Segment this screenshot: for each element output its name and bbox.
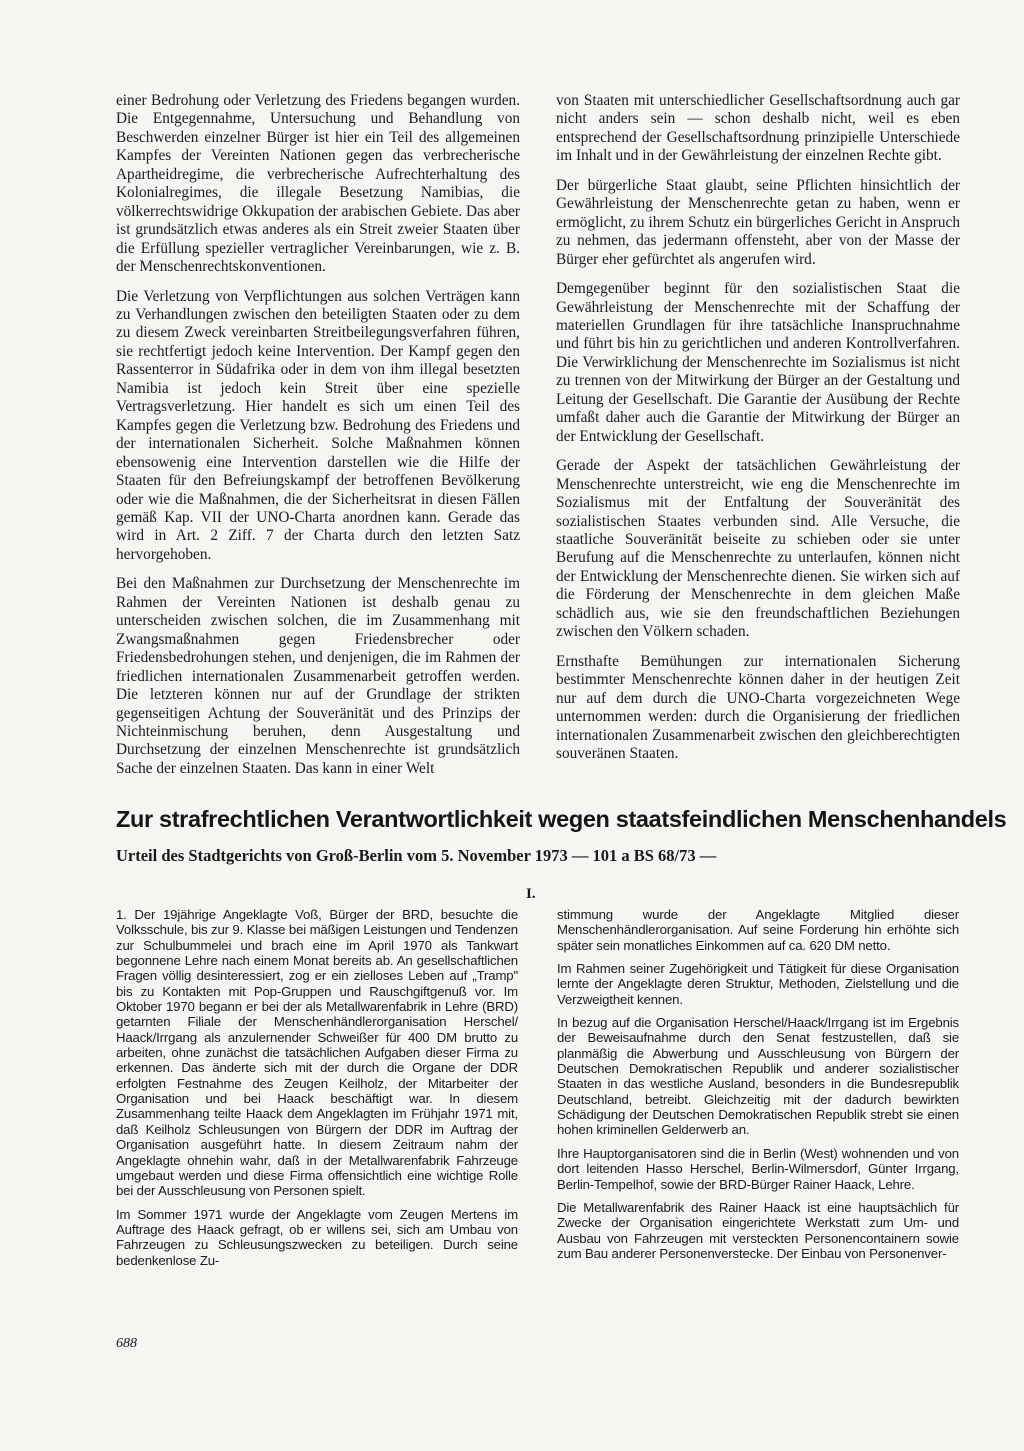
paragraph: Die Metallwarenfabrik des Rainer Haack ist eine hauptsächlich für Zwecke der Organisation eingerichtete Werkstatt zum Um- und Ausbau von Fahrzeugen mit versteckten Personencontainern sowie zum Bau anderer Personenverstecke. Der Einbau von Personenver- (557, 1199, 959, 1261)
section-number: I. (526, 886, 536, 902)
paragraph: stimmung wurde der Angeklagte Mitglied dieser Menschenhändlerorganisation. Auf seine Forderung hin erhöhte sich später sein monatliches Einkommen auf ca. 620 DM netto. (557, 907, 959, 953)
paragraph: einer Bedrohung oder Verletzung des Friedens begangen wurden. Die Entgegennahme, Untersuchung und Behandlung von Beschwerden einzelner Bürger ist hier ein Teil des allgemeinen Kampfes der Vereinten Nationen gegen das verbrecherische Apartheidregime, die verbrecherische Aufrechterhaltung des Kolonialregimes, die illegale Besetzung Namibias, die völkerrechtswidrige Okkupation der arabischen Gebiete. Das aber ist grundsätzlich etwas anderes als ein Streit zweier Staaten über die Erfüllung spezieller vertraglicher Vereinbarungen, wie z. B. der Menschenrechtskonventionen. (116, 92, 520, 276)
page-number: 688 (116, 1336, 137, 1351)
paragraph: Der bürgerliche Staat glaubt, seine Pflichten hinsichtlich der Gewährleistung der Menschenrechte getan zu haben, wenn er ermöglicht, zu ihrem Schutz ein bürgerliches Gericht in Anspruch zu nehmen, das jedermann offensteht, aber von der Masse der Bürger eher gefürchtet als angerufen wird. (556, 176, 960, 268)
paragraph: Gerade der Aspekt der tatsächlichen Gewährleistung der Menschenrechte unterstreicht, wie eng die Menschenrechte im Sozialismus mit der Entfaltung der Souveränität des sozialistischen Staates verbunden sind. Alle Versuche, die staatliche Souveränität beiseite zu schieben oder sie unter Berufung auf die Menschenrechte zu unterlaufen, können nicht der Entwicklung der Menschenrechte dienen. Sie wirken sich auf die Förderung der Menschenrechte in dem gleichen Maße schädlich aus, wie sie den freundschaftlichen Beziehungen zwischen den Völkern schaden. (556, 457, 960, 641)
upper-right-column (556, 92, 960, 774)
paragraph: Ernsthafte Bemühungen zur internationalen Sicherung bestimmter Menschenrechte können daher in der heutigen Zeit nur auf dem durch die UNO-Charta vorgezeichneten Wege unternommen werden: durch die Organisierung der friedlichen internationalen Zusammenarbeit zwischen den gleichberechtigten souveränen Staaten. (556, 652, 960, 762)
lower-left-column (116, 907, 518, 1276)
lower-right-column (557, 907, 959, 1269)
article-heading: Zur strafrechtlichen Verantwortlichkeit wegen staatsfeindlichen Menschenhandels (116, 806, 1007, 832)
paragraph: Ihre Hauptorganisatoren sind die in Berlin (West) wohnenden und von dort leitenden Hasso Herschel, Berlin-Wilmersdorf, Günter Irrgang, Berlin-Tempelhof, sowie der BRD-Bürger Rainer Haack, Lehre. (557, 1145, 959, 1192)
paragraph: 1. Der 19jährige Angeklagte Voß, Bürger der BRD, besuchte die Volksschule, bis zur 9. Klasse bei mäßigen Leistungen und Tendenzen zur Schulbummelei und brach eine im April 1970 als Tankwart begonnene Lehre nach einem Monat bereits ab. An gesellschaftlichen Fragen völlig desinteressiert, zog er ein zielloses Leben auf „Tramp" bis zu Kontakten mit Pop-Gruppen und Rauschgiftgenuß vor. Im Oktober 1970 begann er bei der als Metallwarenfabrik in Lehre (BRD) getarnten Filiale der Menschenhändlerorganisation Herschel/ Haack/Irrgang als anzulernender Schweißer für 400 DM brutto zu arbeiten, ohne zunächst die tatsächlichen Aufgaben dieser Firma zu erkennen. Das änderte sich mit der durch die Organe der DDR erfolgten Festnahme des Zeugen Keilholz, der Mitarbeiter der Organisation und bei Haack beschäftigt war. In diesem Zusammenhang teilte Haack dem Angeklagten im Frühjahr 1971 mit, daß Keilholz Schleusungen von Bürgern der DDR im Auftrag der Organisation ausgeführt hatte. In diesem Zeitraum nahm der Angeklagte ohnehin wahr, daß in der Metallwarenfabrik Fahrzeuge umgebaut werden und diese Firma offensichtlich eine wichtige Rolle bei der Ausschleusung von Personen spielt. (116, 907, 518, 1199)
upper-left-column (116, 92, 520, 789)
paragraph: In bezug auf die Organisation Herschel/Haack/Irrgang ist im Ergebnis der Beweisaufnahme durch den Senat festzustellen, daß sie planmäßig die Abwerbung und Ausschleusung von Bürgern der Deutschen Demokratischen Republik und anderer sozialistischer Staaten in das westliche Ausland, besonders in die Bundesrepublik Deutschland, betreibt. Gleichzeitig mit der dadurch bewirkten Schädigung der Deutschen Demokratischen Republik strebt sie einen hohen kriminellen Gelderwerb an. (557, 1015, 959, 1138)
paragraph: von Staaten mit unterschiedlicher Gesellschaftsordnung auch gar nicht anders sein — schon deshalb nicht, weil es eben entsprechend der Gesellschaftsordnung prinzipielle Unterschiede im Inhalt und in der Gewährleistung der einzelnen Rechte gibt. (556, 92, 960, 165)
paragraph: Im Rahmen seiner Zugehörigkeit und Tätigkeit für diese Organisation lernte der Angeklagte deren Struktur, Methoden, Zielstellung und die Verzweigtheit kennen. (557, 961, 959, 1007)
article-subheading: Urteil des Stadtgerichts von Groß-Berlin vom 5. November 1973 — 101 a BS 68/73 — (116, 846, 717, 865)
paragraph: Die Verletzung von Verpflichtungen aus solchen Verträgen kann zu Verhandlungen zwischen den beteiligten Staaten oder zu dem zu diesem Zweck vereinbarten Streitbeilegungsverfahren führen, sie rechtfertigt jedoch keine Intervention. Der Kampf gegen den Rassenterror in Südafrika oder in dem von ihm illegal besetzten Namibia ist jedoch kein Streit über eine spezielle Vertragsverletzung. Hier handelt es sich um einen Teil des Kampfes gegen die Verletzung bzw. Bedrohung des Friedens und der internationalen Sicherheit. Solche Maßnahmen können ebensowenig eine Intervention darstellen wie die Hilfe der Staaten für den Befreiungskampf der betroffenen Bevölkerung oder wie die Maßnahmen, die der Sicherheitsrat in diesen Fällen gemäß Kap. VII der UNO-Charta anordnen kann. Gerade das wird in Art. 2 Ziff. 7 der Charta durch den letzten Satz hervorgehoben. (116, 287, 520, 563)
paragraph: Bei den Maßnahmen zur Durchsetzung der Menschenrechte im Rahmen der Vereinten Nationen ist deshalb genau zu unterscheiden zwischen solchen, die im Zusammenhang mit Zwangsmaßnahmen gegen Friedensbrecher oder Friedensbedrohungen stehen, und denjenigen, die im Rahmen der friedlichen internationalen Zusammenarbeit getroffen werden. Die letzteren können nur auf der Grundlage der strikten gegenseitigen Achtung der Souveränität und des Prinzips der Nichteinmischung beruhen, denn Ausgestaltung und Durchsetzung der einzelnen Menschenrechte ist grundsätzlich Sache der einzelnen Staaten. Das kann in einer Welt (116, 575, 520, 777)
paragraph: Demgegenüber beginnt für den sozialistischen Staat die Gewährleistung der Menschenrechte mit der Schaffung der materiellen Grundlagen für ihre tatsächliche Inanspruchnahme und führt bis hin zu gerichtlichen und anderen Kontrollverfahren. Die Verwirklichung der Menschenrechte im Sozialismus ist nicht zu trennen von der Mitwirkung der Bürger an der Gestaltung und Leitung der Gesellschaft. Die Garantie der Ausübung der Rechte umfaßt daher auch die Garantie der Mitwirkung der Bürger an der Entwicklung der Gesellschaft. (556, 280, 960, 445)
paragraph: Im Sommer 1971 wurde der Angeklagte vom Zeugen Mertens im Auftrage des Haack gefragt, ob er willens sei, sich am Umbau von Fahrzeugen zu Schleusungszwecken zu beteiligen. Durch seine bedenkenlose Zu- (116, 1206, 518, 1268)
